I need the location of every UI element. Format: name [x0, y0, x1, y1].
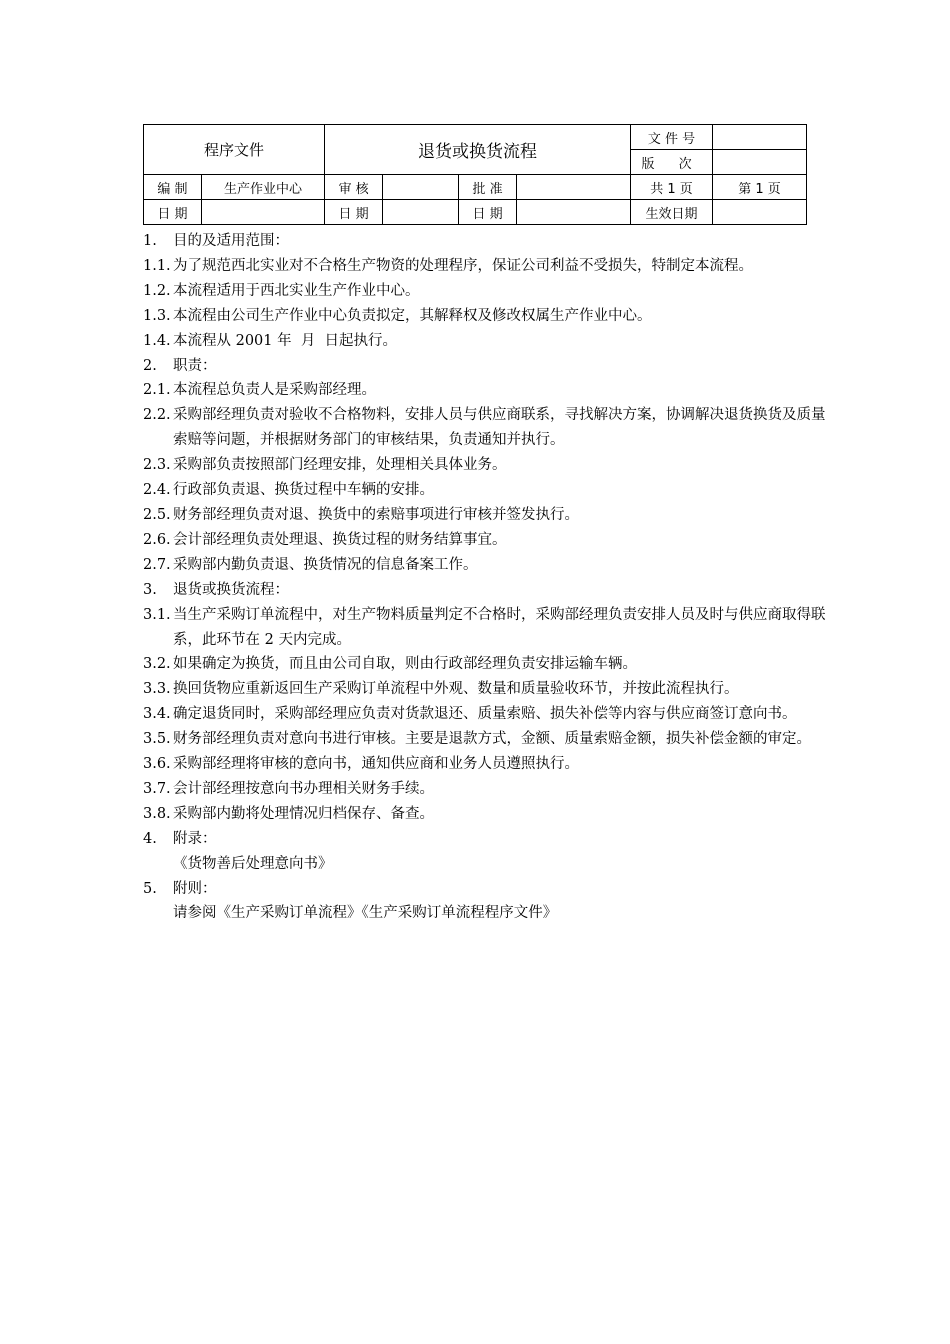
- body-item: [143, 329, 833, 354]
- body-item: [143, 877, 833, 902]
- prepared-label: 编 制: [144, 175, 202, 200]
- item-number: 2.3.: [143, 457, 171, 474]
- item-number: 3.8.: [143, 805, 171, 822]
- document-body: [143, 229, 833, 926]
- date-label-2: 日 期: [325, 200, 383, 225]
- document-title: 退货或换货流程: [325, 125, 631, 175]
- item-number: 3.7.: [143, 780, 171, 797]
- body-item: [143, 453, 833, 478]
- item-number: 2.6.: [143, 531, 171, 548]
- effective-date-value: [713, 200, 807, 225]
- item-number: 2.1.: [143, 382, 171, 399]
- item-number: 2.: [143, 357, 157, 374]
- item-text: 请参阅《生产采购订单流程》《生产采购订单流程程序文件》: [173, 905, 558, 922]
- item-text: 为了规范西北实业对不合格生产物资的处理程序，保证公司利益不受损失，特制定本流程。: [173, 257, 753, 274]
- item-number: 1.4.: [143, 332, 171, 349]
- reviewed-value: [383, 175, 459, 200]
- item-number: 3.: [143, 581, 157, 598]
- item-text: 财务部经理负责对退、换货中的索赔事项进行审核并签发执行。: [173, 506, 579, 523]
- body-item: [143, 802, 833, 827]
- page-number: 第 1 页: [713, 175, 807, 200]
- item-text: 会计部经理按意向书办理相关财务手续。: [173, 780, 434, 797]
- item-number: 1.2.: [143, 282, 171, 299]
- total-pages: 共 1 页: [631, 175, 713, 200]
- body-item: [143, 752, 833, 777]
- body-item: [143, 503, 833, 528]
- item-number: 3.6.: [143, 756, 171, 773]
- item-text: 采购部内勤负责退、换货情况的信息备案工作。: [173, 556, 478, 573]
- file-no-value: [713, 125, 807, 150]
- item-text: 财务部经理负责对意向书进行审核。主要是退款方式，金额、质量索赔金额，损失补偿金额的审定。: [173, 731, 811, 748]
- body-item: [143, 478, 833, 503]
- body-item: [143, 354, 833, 379]
- approved-label: 批 准: [459, 175, 517, 200]
- item-text: 采购部内勤将处理情况归档保存、备查。: [173, 805, 434, 822]
- approved-value: [517, 175, 631, 200]
- body-item: [143, 777, 833, 802]
- body-item: [143, 652, 833, 677]
- version-label: 版 次: [631, 150, 713, 175]
- prepared-value: 生产作业中心: [202, 175, 325, 200]
- body-item: [143, 852, 833, 877]
- item-number: 1.1.: [143, 257, 171, 274]
- item-text: 附录：: [173, 830, 217, 847]
- body-item: [143, 304, 833, 329]
- item-text: 确定退货同时，采购部经理应负责对货款退还、质量索赔、损失补偿等内容与供应商签订意向书。: [173, 706, 797, 723]
- body-item: [143, 702, 833, 727]
- item-text: 《货物善后处理意向书》: [173, 855, 333, 872]
- doc-type-cell: 程序文件: [144, 125, 325, 175]
- body-item: [143, 378, 833, 403]
- body-item: [143, 553, 833, 578]
- item-number: 3.3.: [143, 681, 171, 698]
- item-text: 会计部经理负责处理退、换货过程的财务结算事宜。: [173, 531, 507, 548]
- body-item: [143, 254, 833, 279]
- item-number: 2.7.: [143, 556, 171, 573]
- item-text: 采购部经理负责对验收不合格物料，安排人员与供应商联系，寻找解决方案，协调解决退货换货及质量索赔等问题，并根据财务部门的审核结果，负责通知并执行。: [173, 407, 826, 449]
- item-number: 3.2.: [143, 656, 171, 673]
- item-text: 换回货物应重新返回生产采购订单流程中外观、数量和质量验收环节，并按此流程执行。: [173, 681, 739, 698]
- item-number: 2.5.: [143, 506, 171, 523]
- body-item: [143, 727, 833, 752]
- item-text: 采购部经理将审核的意向书，通知供应商和业务人员遵照执行。: [173, 756, 579, 773]
- file-no-label: 文 件 号: [631, 125, 713, 150]
- body-item: [143, 603, 833, 653]
- item-number: 2.4.: [143, 482, 171, 499]
- item-text: 目的及适用范围：: [173, 233, 289, 249]
- document-header-table: [143, 124, 807, 225]
- body-item: [143, 279, 833, 304]
- item-number: 5.: [143, 880, 157, 897]
- item-number: 1.3.: [143, 307, 171, 324]
- item-number: 1.: [143, 233, 157, 249]
- reviewed-label: 审 核: [325, 175, 383, 200]
- effective-date-label: 生效日期: [631, 200, 713, 225]
- date-label-1: 日 期: [144, 200, 202, 225]
- body-item: [143, 229, 833, 254]
- item-number: 4.: [143, 830, 157, 847]
- item-number: 3.4.: [143, 706, 171, 723]
- body-item: [143, 677, 833, 702]
- item-number: 2.2.: [143, 407, 171, 424]
- item-text: 附则：: [173, 880, 217, 897]
- date-value-3: [517, 200, 631, 225]
- item-text: 行政部负责退、换货过程中车辆的安排。: [173, 482, 434, 499]
- item-text: 本流程总负责人是采购部经理。: [173, 382, 376, 399]
- item-number: 3.5.: [143, 731, 171, 748]
- date-label-3: 日 期: [459, 200, 517, 225]
- item-number: 3.1.: [143, 606, 171, 623]
- item-text: 退货或换货流程：: [173, 581, 289, 598]
- body-item: [143, 827, 833, 852]
- body-item: [143, 528, 833, 553]
- item-text: 职责：: [173, 357, 217, 374]
- item-text: 如果确定为换货，而且由公司自取，则由行政部经理负责安排运输车辆。: [173, 656, 637, 673]
- item-text: 采购部负责按照部门经理安排，处理相关具体业务。: [173, 457, 507, 474]
- body-item: [143, 403, 833, 453]
- item-text: 本流程从 2001 年 月 日起执行。: [173, 332, 398, 349]
- item-text: 本流程适用于西北实业生产作业中心。: [173, 282, 420, 299]
- item-text: 当生产采购订单流程中，对生产物料质量判定不合格时，采购部经理负责安排人员及时与供应商取得联系，此环节在 2 天内完成。: [173, 606, 826, 648]
- date-value-2: [383, 200, 459, 225]
- body-item: [143, 901, 833, 926]
- body-item: [143, 578, 833, 603]
- date-value-1: [202, 200, 325, 225]
- version-value: [713, 150, 807, 175]
- item-text: 本流程由公司生产作业中心负责拟定，其解释权及修改权属生产作业中心。: [173, 307, 652, 324]
